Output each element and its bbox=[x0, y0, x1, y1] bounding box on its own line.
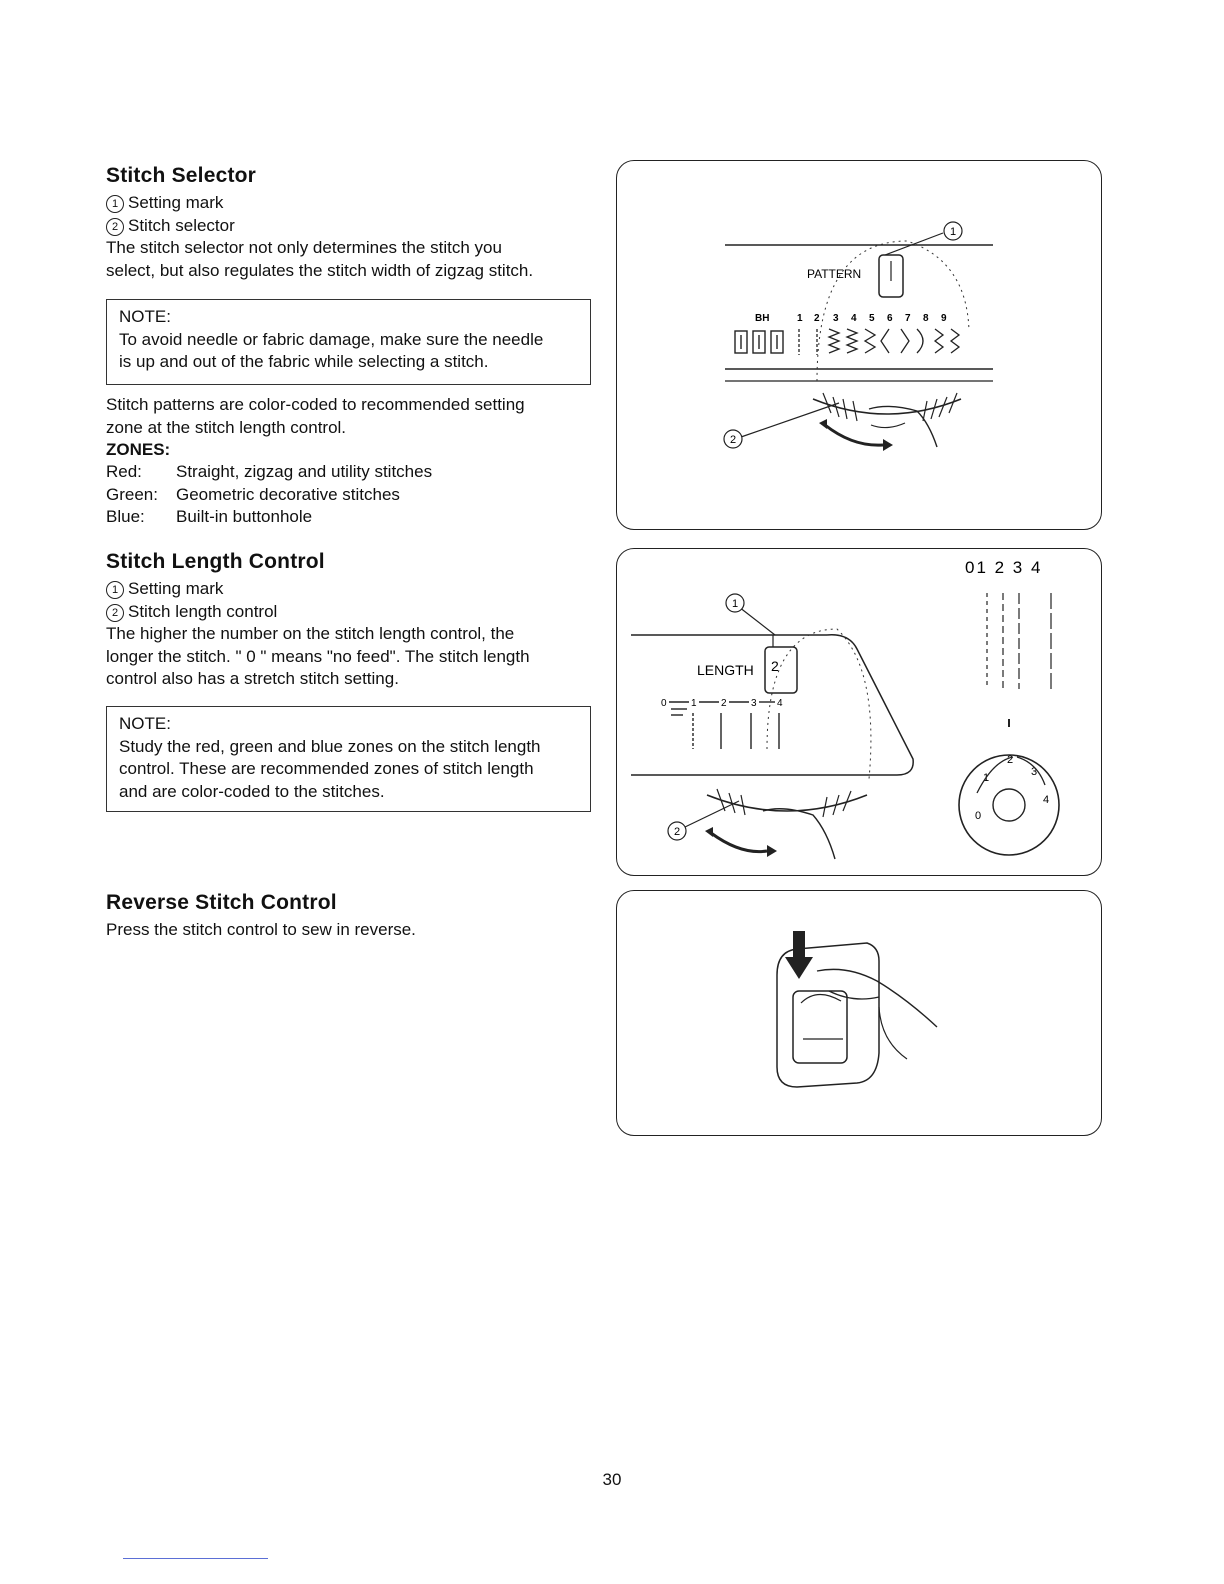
pattern-label: PATTERN bbox=[807, 267, 862, 281]
stitch-number: 7 bbox=[905, 313, 911, 324]
setting-value: 2 bbox=[771, 658, 779, 674]
legend-text: Stitch length control bbox=[128, 601, 278, 621]
bh-label: BH bbox=[755, 313, 770, 324]
stitch-number: 1 bbox=[797, 313, 803, 324]
reverse-section bbox=[106, 891, 592, 942]
stitch-length-section bbox=[106, 550, 592, 691]
press-arrow bbox=[793, 931, 805, 959]
note-box bbox=[106, 299, 591, 385]
zone-label: Blue: bbox=[106, 507, 145, 526]
note-title: NOTE: bbox=[119, 714, 171, 733]
legend-text: Setting mark bbox=[128, 579, 224, 598]
stitch-number: 5 bbox=[869, 313, 875, 324]
stitch-selector-section bbox=[106, 164, 592, 282]
footer-rule bbox=[123, 1558, 268, 1559]
legend-item bbox=[106, 192, 592, 215]
description-line: Press the stitch control to sew in reverse. bbox=[106, 920, 416, 939]
callout-number: 2 bbox=[106, 218, 124, 236]
zone-label: Red: bbox=[106, 462, 142, 481]
zone-text: Built-in buttonhole bbox=[176, 507, 313, 526]
description-line: The higher the number on the stitch length control, the bbox=[106, 624, 515, 643]
reverse-figure bbox=[616, 890, 1102, 1136]
section-title: Stitch Selector bbox=[106, 164, 257, 187]
knob-number: 1 bbox=[983, 772, 990, 784]
buttonhole-icons bbox=[735, 331, 783, 353]
stitch-length-samples bbox=[987, 593, 1051, 689]
scale-marks bbox=[669, 702, 779, 749]
paragraph-line: zone at the stitch length control. bbox=[106, 417, 347, 437]
scale-number: 4 bbox=[777, 698, 783, 709]
stitch-number: 6 bbox=[887, 313, 893, 324]
callout-number: 1 bbox=[949, 226, 957, 238]
zones-header: ZONES: bbox=[106, 440, 171, 459]
stitch-selector-illustration bbox=[617, 161, 1102, 530]
stitch-number: 4 bbox=[851, 313, 857, 324]
callout-number: 2 bbox=[729, 434, 737, 446]
legend-item bbox=[106, 601, 592, 624]
legend-item bbox=[106, 215, 592, 238]
note-line: is up and out of the fabric while selecting a stitch. bbox=[119, 352, 489, 371]
callout-number: 1 bbox=[731, 598, 739, 610]
zone-row bbox=[106, 506, 592, 529]
scale-number: 3 bbox=[751, 698, 757, 709]
stitch-number: 2 bbox=[814, 313, 820, 324]
length-label: LENGTH bbox=[697, 662, 754, 678]
note-title: NOTE: bbox=[119, 307, 171, 326]
description-line: select, but also regulates the stitch width of zigzag stitch. bbox=[106, 260, 534, 280]
stitch-length-figure bbox=[616, 548, 1102, 876]
section-title: Stitch Length Control bbox=[106, 550, 325, 573]
knob-number: 0 bbox=[975, 810, 982, 822]
length-window bbox=[765, 647, 797, 693]
callout-number: 2 bbox=[673, 826, 681, 838]
stitch-pattern-glyphs bbox=[799, 329, 959, 355]
scale-number: 2 bbox=[721, 698, 727, 709]
reverse-button bbox=[793, 991, 847, 1063]
knob-number: 4 bbox=[1043, 794, 1050, 806]
zone-label: Green: bbox=[106, 484, 158, 504]
legend-text: Setting mark bbox=[128, 193, 224, 212]
scale-number: 1 bbox=[691, 698, 697, 709]
description-line: longer the stitch. " 0 " means "no feed". The stitch length bbox=[106, 646, 530, 666]
stitch-selector-figure bbox=[616, 160, 1102, 530]
top-scale: 01 2 3 4 bbox=[965, 558, 1043, 577]
zone-row bbox=[106, 461, 592, 484]
zone-text: Geometric decorative stitches bbox=[176, 484, 400, 504]
reverse-illustration bbox=[617, 891, 1102, 1136]
section-title: Reverse Stitch Control bbox=[106, 891, 337, 914]
stitch-number: 9 bbox=[941, 313, 947, 324]
note-line: To avoid needle or fabric damage, make sure the needle bbox=[119, 329, 544, 349]
legend-item bbox=[106, 578, 592, 601]
note-line: control. These are recommended zones of stitch length bbox=[119, 759, 534, 778]
dial-ridges bbox=[717, 789, 851, 817]
knob-number: 2 bbox=[1007, 754, 1014, 766]
description-line: The stitch selector not only determines the stitch you bbox=[106, 238, 502, 257]
rotate-arrow bbox=[711, 833, 767, 852]
paragraph-line: Stitch patterns are color-coded to recommended setting bbox=[106, 395, 525, 414]
zones-block bbox=[106, 394, 592, 529]
scale-number: 0 bbox=[661, 698, 667, 709]
note-line: Study the red, green and blue zones on the stitch length bbox=[119, 736, 541, 756]
callout-number: 1 bbox=[106, 581, 124, 599]
stitch-length-illustration bbox=[617, 549, 1102, 876]
zone-text: Straight, zigzag and utility stitches bbox=[176, 462, 433, 481]
note-line: and are color-coded to the stitches. bbox=[119, 781, 385, 801]
legend-text: Stitch selector bbox=[128, 215, 235, 235]
callout-number: 2 bbox=[106, 604, 124, 622]
stitch-number: 3 bbox=[833, 313, 839, 324]
page-number: 30 bbox=[602, 1470, 622, 1489]
description-line: control also has a stretch stitch setting. bbox=[106, 669, 399, 688]
zone-row bbox=[106, 484, 592, 507]
stitch-number: 8 bbox=[923, 313, 929, 324]
knob-number: 3 bbox=[1031, 766, 1038, 778]
callout-number: 1 bbox=[106, 195, 124, 213]
note-box bbox=[106, 706, 591, 812]
rotate-arrow bbox=[825, 425, 883, 445]
